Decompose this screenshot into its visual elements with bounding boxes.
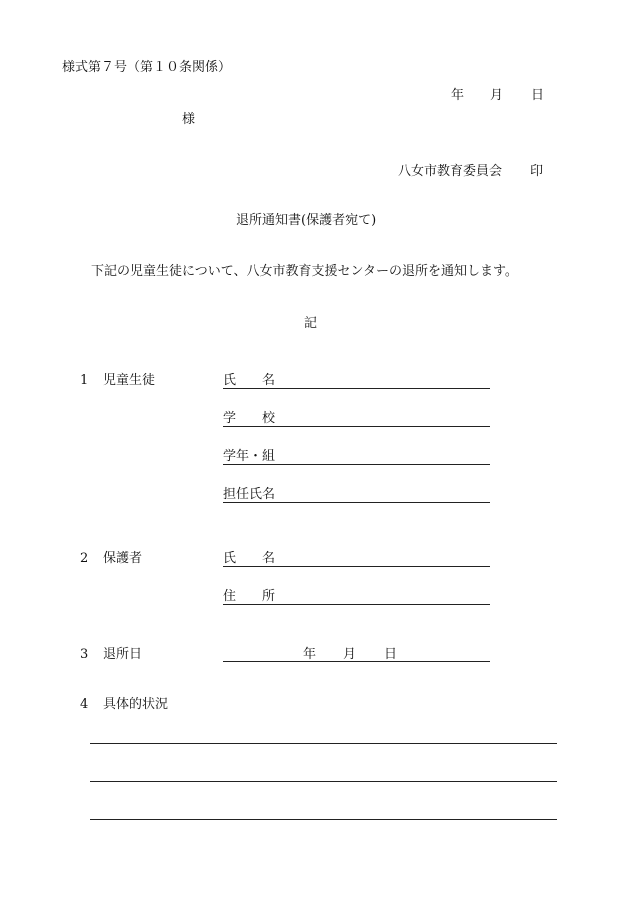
student-teacher-line[interactable] — [223, 502, 490, 503]
section-4-label: 具体的状況 — [103, 697, 169, 712]
date-year-label: 年 — [451, 88, 465, 103]
section-3-label: 退所日 — [103, 647, 143, 662]
document-title: 退所通知書(保護者宛て) — [236, 213, 377, 228]
section-1-label: 児童生徒 — [103, 373, 156, 388]
section-4-number: 4 — [80, 697, 89, 712]
exit-date-line[interactable] — [223, 661, 490, 662]
student-school-label: 学 校 — [223, 411, 276, 426]
exit-date-month: 月 — [343, 647, 357, 662]
seal-mark: 印 — [530, 164, 544, 179]
section-2-label: 保護者 — [103, 551, 143, 566]
intro-text: 下記の児童生徒について、八女市教育支援センターの退所を通知します。 — [91, 264, 518, 279]
situation-line-1[interactable] — [90, 743, 557, 744]
issuer-name: 八女市教育委員会 — [398, 164, 503, 179]
date-month-label: 月 — [490, 88, 504, 103]
guardian-name-label: 氏 名 — [223, 551, 276, 566]
student-grade-class-line[interactable] — [223, 464, 490, 465]
ki-marker: 記 — [304, 316, 318, 331]
addressee-suffix: 様 — [182, 112, 196, 127]
exit-date-year: 年 — [303, 647, 317, 662]
section-3-number: 3 — [80, 647, 89, 662]
guardian-name-line[interactable] — [223, 566, 490, 567]
section-1-number: 1 — [80, 373, 89, 388]
student-name-label: 氏 名 — [223, 373, 276, 388]
student-name-line[interactable] — [223, 388, 490, 389]
situation-line-3[interactable] — [90, 819, 557, 820]
situation-line-2[interactable] — [90, 781, 557, 782]
exit-date-day: 日 — [384, 647, 398, 662]
guardian-address-line[interactable] — [223, 604, 490, 605]
form-number: 様式第７号（第１０条関係） — [62, 60, 232, 75]
date-day-label: 日 — [531, 88, 545, 103]
student-school-line[interactable] — [223, 426, 490, 427]
section-2-number: 2 — [80, 551, 89, 566]
student-teacher-label: 担任氏名 — [223, 487, 276, 502]
guardian-address-label: 住 所 — [223, 589, 276, 604]
student-grade-class-label: 学年・組 — [223, 449, 276, 464]
